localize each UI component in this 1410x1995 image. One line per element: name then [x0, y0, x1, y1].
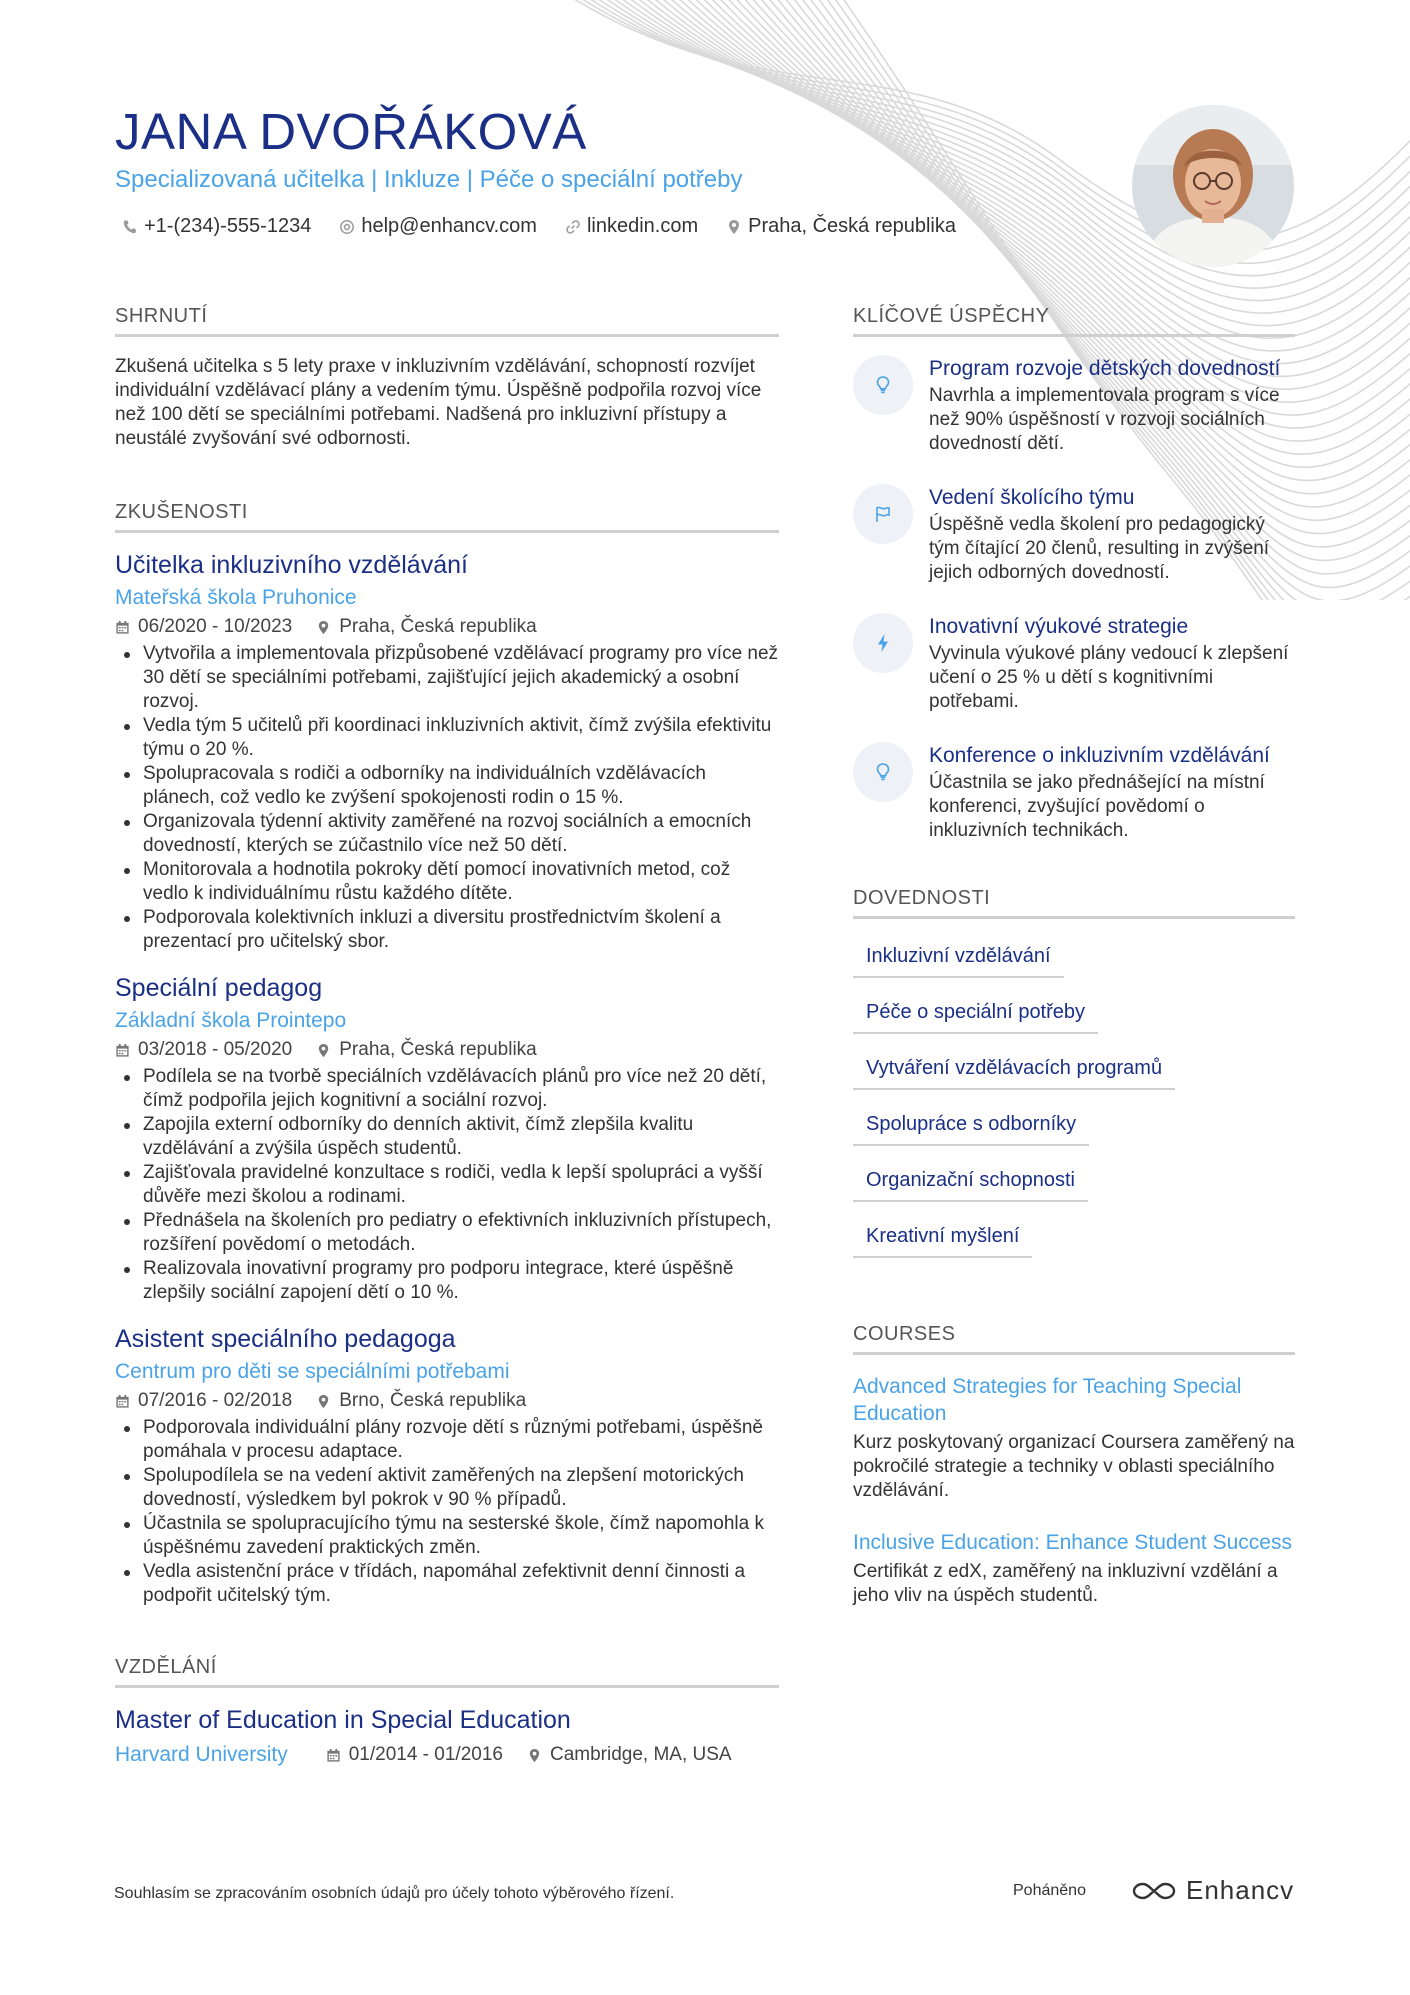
achievement-item: [853, 355, 1295, 456]
job-meta: [115, 1390, 779, 1412]
job-title: Asistent speciálního pedagoga: [115, 1325, 456, 1353]
candidate-name: JANA DVOŘÁKOVÁ: [115, 103, 587, 160]
job-title: Učitelka inkluzivního vzdělávání: [115, 551, 468, 579]
job-company: Základní škola Prointepo: [115, 1009, 347, 1032]
job-location: [316, 1039, 537, 1061]
experience-entry: [115, 1325, 779, 1608]
achievement-icon-badge: [853, 484, 913, 544]
job-bullet: Účastnila se spolupracujícího týmu na sesterské škole, čímž napomohla k úspěšnému zavedení praktických změn.: [115, 1512, 779, 1560]
wave-line: [602, 0, 1410, 301]
education-location-text: Cambridge, MA, USA: [549, 1744, 732, 1765]
wave-line: [636, 0, 1410, 351]
course-desc: Certifikát z edX, zaměřený na inkluzivní vzdělání a jeho vliv na úspěch studentů.: [853, 1561, 1278, 1606]
skill-tag: Kreativní myšlení: [853, 1217, 1032, 1258]
achievement-desc: Navrhla a implementovala program s více než 90% úspěšností v rozvoji sociálních dovedností dětí.: [929, 385, 1280, 454]
achievement-item: [853, 484, 1295, 585]
experience-list: [115, 551, 779, 1608]
job-location: [316, 1390, 526, 1412]
education-dates-text: 01/2014 - 01/2016: [348, 1744, 503, 1765]
education-dates: [326, 1744, 503, 1766]
skill-tag: Organizační schopnosti: [853, 1161, 1088, 1202]
right-column: [853, 305, 1295, 1634]
phone-icon: [122, 219, 138, 235]
job-bullet: Podporovala kolektivních inkluzi a diversitu prostřednictvím školení a prezentací pro učitelský sbor.: [115, 906, 779, 954]
location-pin-icon: [527, 1748, 542, 1763]
wave-line: [610, 0, 1410, 313]
contact-bar: [122, 215, 956, 238]
email-text: help@enhancv.com: [361, 215, 537, 237]
job-bullets: [115, 1416, 779, 1608]
location-pin-icon: [726, 219, 742, 235]
education-location: [527, 1744, 732, 1766]
courses-heading: COURSES: [853, 1323, 1295, 1355]
achievement-title: Program rozvoje dětských dovedností: [929, 357, 1281, 380]
course-title: Inclusive Education: Enhance Student Success: [853, 1531, 1292, 1554]
job-dates-text: 07/2016 - 02/2018: [138, 1390, 293, 1411]
phone-text: +1-(234)-555-1234: [144, 215, 312, 237]
skill-tag: Vytváření vzdělávacích programů: [853, 1049, 1175, 1090]
left-column: [115, 305, 779, 1767]
job-bullet: Spolupodílela se na vedení aktivit zaměřených na zlepšení motorických dovedností, výsledkem byl pokrok v 90 % případů.: [115, 1464, 779, 1512]
consent-note: Souhlasím se zpracováním osobních údajů pro účely tohoto výběrového řízení.: [114, 1885, 675, 1902]
job-dates: [115, 616, 292, 638]
job-bullet: Spolupracovala s rodiči a odborníky na individuálních vzdělávacích plánech, což vedlo ke zvýšení spokojenosti rodin o 15 %.: [115, 762, 779, 810]
job-location-text: Brno, Česká republika: [339, 1390, 527, 1411]
wave-line: [627, 0, 1410, 338]
skill-tag: Inkluzivní vzdělávání: [853, 937, 1064, 978]
lightbulb-icon: [872, 761, 894, 783]
achievement-title: Vedení školícího týmu: [929, 486, 1135, 509]
skill-tag: Péče o speciální potřeby: [853, 993, 1098, 1034]
course-item: [853, 1529, 1295, 1608]
profile-photo: [1132, 105, 1294, 267]
job-dates-text: 06/2020 - 10/2023: [138, 616, 293, 637]
achievement-title: Konference o inkluzivním vzdělávání: [929, 744, 1270, 767]
job-bullet: Monitorovala a hodnotila pokroky dětí pomocí inovativních metod, což vedlo k individuálnímu růstu každého dítěte.: [115, 858, 779, 906]
contact-phone[interactable]: [122, 215, 311, 238]
course-item: [853, 1373, 1295, 1503]
education-meta: [115, 1743, 779, 1767]
achievement-item: [853, 742, 1295, 843]
powered-by-label: Poháněno: [1013, 1882, 1086, 1899]
location-pin-icon: [316, 1043, 331, 1058]
job-bullet: Přednášela na školeních pro pediatry o efektivních inkluzivních přístupech, rozšíření povědomí o metodách.: [115, 1209, 779, 1257]
job-bullet: Vedla tým 5 učitelů při koordinaci inkluzivních aktivit, čímž zvýšila efektivitu týmu o 20 %.: [115, 714, 779, 762]
infinity-logo-icon: [1132, 1880, 1176, 1902]
achievement-desc: Vyvinula výukové plány vedoucí k zlepšení učení o 25 % u dětí s kognitivními potřebami.: [929, 643, 1289, 712]
job-bullet: Podílela se na tvorbě speciálních vzdělávacích plánů pro více než 20 dětí, čímž podpořila jejich kognitivní a sociální rozvoj.: [115, 1065, 779, 1113]
lightning-icon: [872, 632, 894, 654]
job-dates: [115, 1390, 292, 1412]
job-company: Mateřská škola Pruhonice: [115, 586, 357, 609]
summary-text: Zkušená učitelka s 5 lety praxe v inkluzivním vzdělávání, schopností rozvíjet individuální vzdělávací plány a vedením týmu. Úspěšně podpořila rozvoj více než 100 dětí se speciálními potřebami. Nadšená pro inkluzivní přístupy a neustálé zvyšování své odbornosti.: [115, 356, 762, 449]
job-title: Speciální pedagog: [115, 974, 323, 1002]
job-bullet: Zapojila externí odborníky do denních aktivit, čímž zlepšila kvalitu vzdělávání a zvýšila úspěch studentů.: [115, 1113, 779, 1161]
achievement-title: Inovativní výukové strategie: [929, 615, 1189, 638]
education-degree: Master of Education in Special Education: [115, 1706, 571, 1734]
profile-photo-illustration: [1132, 105, 1294, 267]
calendar-icon: [115, 620, 130, 635]
achievement-icon-badge: [853, 355, 913, 415]
education-heading: VZDĚLÁNÍ: [115, 1656, 779, 1688]
link-icon: [565, 219, 581, 235]
calendar-icon: [115, 1043, 130, 1058]
course-title: Advanced Strategies for Teaching Special Education: [853, 1375, 1242, 1425]
at-icon: [339, 219, 355, 235]
job-meta: [115, 1039, 779, 1061]
experience-entry: [115, 551, 779, 954]
achievement-icon-badge: [853, 613, 913, 673]
calendar-icon: [326, 1748, 341, 1763]
job-bullet: Vytvořila a implementovala přizpůsobené vzdělávací programy pro více než 30 dětí se speciálními potřebami, zajišťující jejich akademický a osobní rozvoj.: [115, 642, 779, 714]
course-desc: Kurz poskytovaný organizací Coursera zaměřený na pokročilé strategie a techniky v oblasti speciálního vzdělávání.: [853, 1432, 1295, 1501]
education-school: Harvard University: [115, 1743, 288, 1766]
experience-heading: ZKUŠENOSTI: [115, 501, 779, 533]
achievement-icon-badge: [853, 742, 913, 802]
brand-name: Enhancv: [1186, 1875, 1295, 1905]
job-location-text: Praha, Česká republika: [339, 616, 537, 637]
skills-heading: DOVEDNOSTI: [853, 887, 1295, 919]
experience-entry: [115, 974, 779, 1305]
linkedin-text: linkedin.com: [586, 215, 699, 237]
achievements-heading: KLÍČOVÉ ÚSPĚCHY: [853, 305, 1295, 337]
wave-line: [594, 0, 1410, 288]
contact-email[interactable]: [339, 215, 537, 238]
summary-heading: SHRNUTÍ: [115, 305, 779, 337]
job-dates-text: 03/2018 - 05/2020: [138, 1039, 293, 1060]
job-bullet: Podporovala individuální plány rozvoje dětí s různými potřebami, úspěšně pomáhala v procesu adaptace.: [115, 1416, 779, 1464]
skill-tag: Spolupráce s odborníky: [853, 1105, 1089, 1146]
location-pin-icon: [316, 1394, 331, 1409]
wave-line: [619, 0, 1410, 326]
location-text: Praha, Česká republika: [748, 215, 956, 237]
job-bullet: Realizovala inovativní programy pro podporu integrace, které úspěšně zlepšily sociální zapojení dětí o 10 %.: [115, 1257, 779, 1305]
achievement-desc: Úspěšně vedla školení pro pedagogický tým čítající 20 členů, resulting in zvýšení jejich odborných dovedností.: [929, 514, 1270, 583]
contact-location: [726, 215, 956, 238]
candidate-headline: Specializovaná učitelka | Inkluze | Péče o speciální potřeby: [115, 166, 743, 193]
job-location: [316, 616, 537, 638]
skills-list: [853, 937, 1295, 1273]
job-bullets: [115, 1065, 779, 1305]
job-location-text: Praha, Česká republika: [339, 1039, 537, 1060]
flag-icon: [872, 503, 894, 525]
job-bullet: Organizovala týdenní aktivity zaměřené na rozvoj sociálních a emocních dovedností, kterých se zúčastnilo více než 50 dětí.: [115, 810, 779, 858]
job-company: Centrum pro děti se speciálními potřebami: [115, 1360, 510, 1383]
job-bullets: [115, 642, 779, 954]
achievement-desc: Účastnila se jako přednášející na místní konferenci, zvyšující povědomí o inkluzivních technikách.: [929, 772, 1265, 841]
location-pin-icon: [316, 620, 331, 635]
job-dates: [115, 1039, 292, 1061]
job-bullet: Vedla asistenční práce v třídách, napomáhal zefektivnit denní činnosti a podpořit učitelský tým.: [115, 1560, 779, 1608]
contact-linkedin[interactable]: [565, 215, 698, 238]
brand-logo[interactable]: [1132, 1875, 1294, 1906]
achievement-item: [853, 613, 1295, 714]
calendar-icon: [115, 1394, 130, 1409]
job-bullet: Zajišťovala pravidelné konzultace s rodiči, vedla k lepší spolupráci a vyšší důvěře mezi školou a rodinami.: [115, 1161, 779, 1209]
job-meta: [115, 616, 779, 638]
lightbulb-icon: [872, 374, 894, 396]
